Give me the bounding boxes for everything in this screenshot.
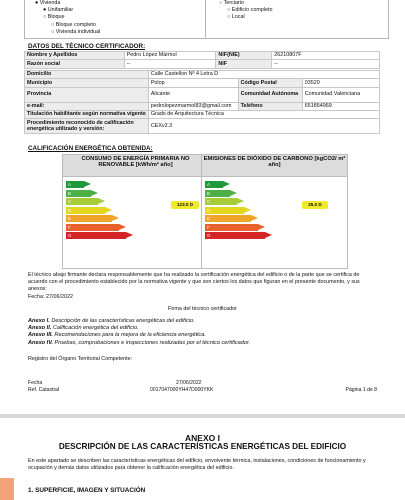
value-nif2: -- [272,60,380,68]
label-postal: Código Postal [238,79,302,87]
annex1-intro: En este apartado se describen las características energéticas del edificio, envolvente térmica, instalaciones, condiciones de funcionamiento y ocupación y demás datos utilizados para obtener la calificación energética del edificio. [28,458,366,471]
certifier-table [24,51,380,69]
value-procedure: CEXv2.3 [148,119,379,134]
declaration-text: El técnico abajo firmante declara responsablemente que ha realizado la certificación energética del edificio o de la parte que se certifica de acuerdo con el procedimiento establecido por la normativa vigente y que son ciertos los datos que figuran en el presente documento, y sus anexos: [28,272,360,292]
option-label: Vivienda individual [55,28,101,35]
label-community: Comunidad Autónoma [238,87,302,102]
scale-bar-letter: F [68,224,71,230]
registry-label: Registro del Órgano Territorial Competente: [28,356,133,362]
signature-label: Firma del técnico certificador [168,306,237,312]
scale-bar-b [66,190,91,197]
value-city: Polop [148,79,238,87]
value-province: Alicante [148,87,238,102]
footer-ref-label: Ref. Catastral [28,387,60,393]
scale-bar-g [66,232,126,239]
energy-rating-header: CONSUMO DE ENERGÍA PRIMARIA NO RENOVABLE [kWh/m² año] [63,155,208,177]
option-label: Edificio completo [231,7,273,14]
annex-text: Recomendaciones para la mejora de la eficiencia energética. [52,332,206,339]
option-label: Vivienda [39,0,61,6]
option-edificio-completo: ○ Edificio completo [227,7,273,14]
annex-text: Descripción de las características energéticas del edificio. [49,318,195,324]
page-separator [0,414,405,418]
option-local: ○ Local [227,14,245,21]
annex-item-2 [28,325,250,332]
annex-text: Calificación energética del edificio. [51,325,139,332]
scale-bar-g [205,232,265,239]
annex-item-3 [28,332,250,339]
annex-item-1 [28,318,250,325]
option-label: Bloque completo [55,21,96,28]
emissions-scale [205,181,265,241]
scale-bar-c [66,198,98,205]
scale-bar-a [66,181,84,188]
value-degree: Grado de Arquitectura Técnica [148,110,379,118]
scale-bar-letter: A [207,182,210,187]
option-label: Unifamiliar [47,7,74,14]
annex1-subtitle: DESCRIPCIÓN DE LAS CARACTERÍSTICAS ENERGÉTICAS DEL EDIFICIO [58,442,347,451]
scale-bar-letter: D [207,207,211,213]
footer-page-number: Página 1 de 8 [345,387,377,393]
scale-bar-letter: A [68,182,71,187]
emissions-rating-box [201,154,348,269]
option-label: Terciario [223,0,245,6]
label-email: e-mail: [25,102,149,110]
annex-text: Pruebas, comprobaciones e inspecciones realizadas por el técnico certificador. [52,339,251,346]
certifier-section-title: DATOS DEL TÉCNICO CERTIFICADOR: [28,43,146,50]
scale-bar-e [205,215,251,222]
option-vivienda-individual: ○ Vivienda individual [51,28,101,35]
value-name: Pedro López Mármol [124,52,216,60]
building-type-right [219,0,273,22]
option-bloque-completo: ○ Bloque completo [51,21,96,28]
option-vivienda: ● Vivienda [35,0,61,6]
option-bloque: ○ Bloque [43,14,65,21]
certifier-address-table [24,70,380,134]
emissions-rating-header: EMISIONES DE DIÓXIDO DE CARBONO [kgCO2/ m² año] [202,155,347,177]
option-label: Bloque [47,14,65,21]
energy-rating-box [62,154,209,269]
value-postal: 03520 [302,79,379,87]
annex-item-4 [28,340,250,347]
annex-label: Anexo IV. [28,339,53,346]
label-address: Domicilio [25,71,149,79]
footer-date-value: 27/06/2022 [176,380,202,386]
value-nif: 26210807F [272,52,380,60]
building-type-box [24,0,389,39]
rating-section-title: CALIFICACIÓN ENERGÉTICA OBTENIDA: [28,145,153,152]
scale-bar-letter: C [207,199,211,204]
value-company: -- [124,60,216,68]
value-community: Comunidad Valenciana [302,87,379,102]
energy-scale [66,181,126,241]
label-name: Nombre y Apellidos [25,52,125,60]
scale-bar-a [205,181,223,188]
annex1-title: ANEXO I [185,433,220,443]
value-phone: 651854969 [302,102,379,110]
scale-bar-letter: B [68,190,71,196]
scale-bar-letter: G [207,233,211,238]
option-label: Local [231,14,245,21]
label-phone: Teléfono [238,102,302,110]
column-divider [205,0,206,38]
annex-list [28,318,250,347]
scale-bar-f [205,224,258,231]
scale-bar-c [205,198,237,205]
value-address: Calle Castellon Nº 4 Letra D [148,71,379,79]
emissions-rating-pointer: 25.0 D [302,201,328,209]
annex-label: Anexo III. [28,332,53,339]
scale-bar-letter: G [68,233,72,238]
annex-label: Anexo II. [28,325,52,332]
scale-bar-d [66,207,105,214]
scale-bar-f [66,224,119,231]
scale-bar-letter: E [68,216,71,221]
building-type-left [35,0,100,36]
label-procedure: Procedimiento reconocido de calificación energética utilizado y versión: [25,119,149,134]
scale-bar-letter: E [207,216,210,221]
label-degree: Titulación habilitante según normativa vigente [25,110,149,118]
energy-rating-pointer: 123.0 D [171,201,199,209]
option-unifamiliar: ● Unifamiliar [43,7,74,14]
annex1-section1-title: 1. SUPERFICIE, IMAGEN Y SITUACIÓN [28,487,146,494]
scale-bar-letter: F [207,224,210,230]
label-province: Provincia [25,87,149,102]
scale-bar-letter: C [68,199,72,204]
scale-bar-e [66,215,112,222]
footer-date-label: Fecha [28,380,43,386]
scale-bar-letter: B [207,190,210,196]
label-company: Razón social [25,60,125,68]
label-city: Municipio [25,79,149,87]
footer-ref-value: 0017047000YH47D000YKK [150,387,214,393]
declaration-date: Fecha: 27/06/2022 [28,294,73,300]
label-nif2: NIF [216,60,272,68]
option-terciario: ○ Terciario [219,0,245,6]
scale-bar-letter: D [68,207,72,213]
annex-label: Anexo I. [28,318,50,324]
label-nif: NIF(NIE) [216,52,272,60]
scale-bar-b [205,190,230,197]
value-email: pedrolopezmarmol83@gmail.com [148,102,238,110]
margin-color-mark [0,478,14,500]
scale-bar-d [205,207,244,214]
